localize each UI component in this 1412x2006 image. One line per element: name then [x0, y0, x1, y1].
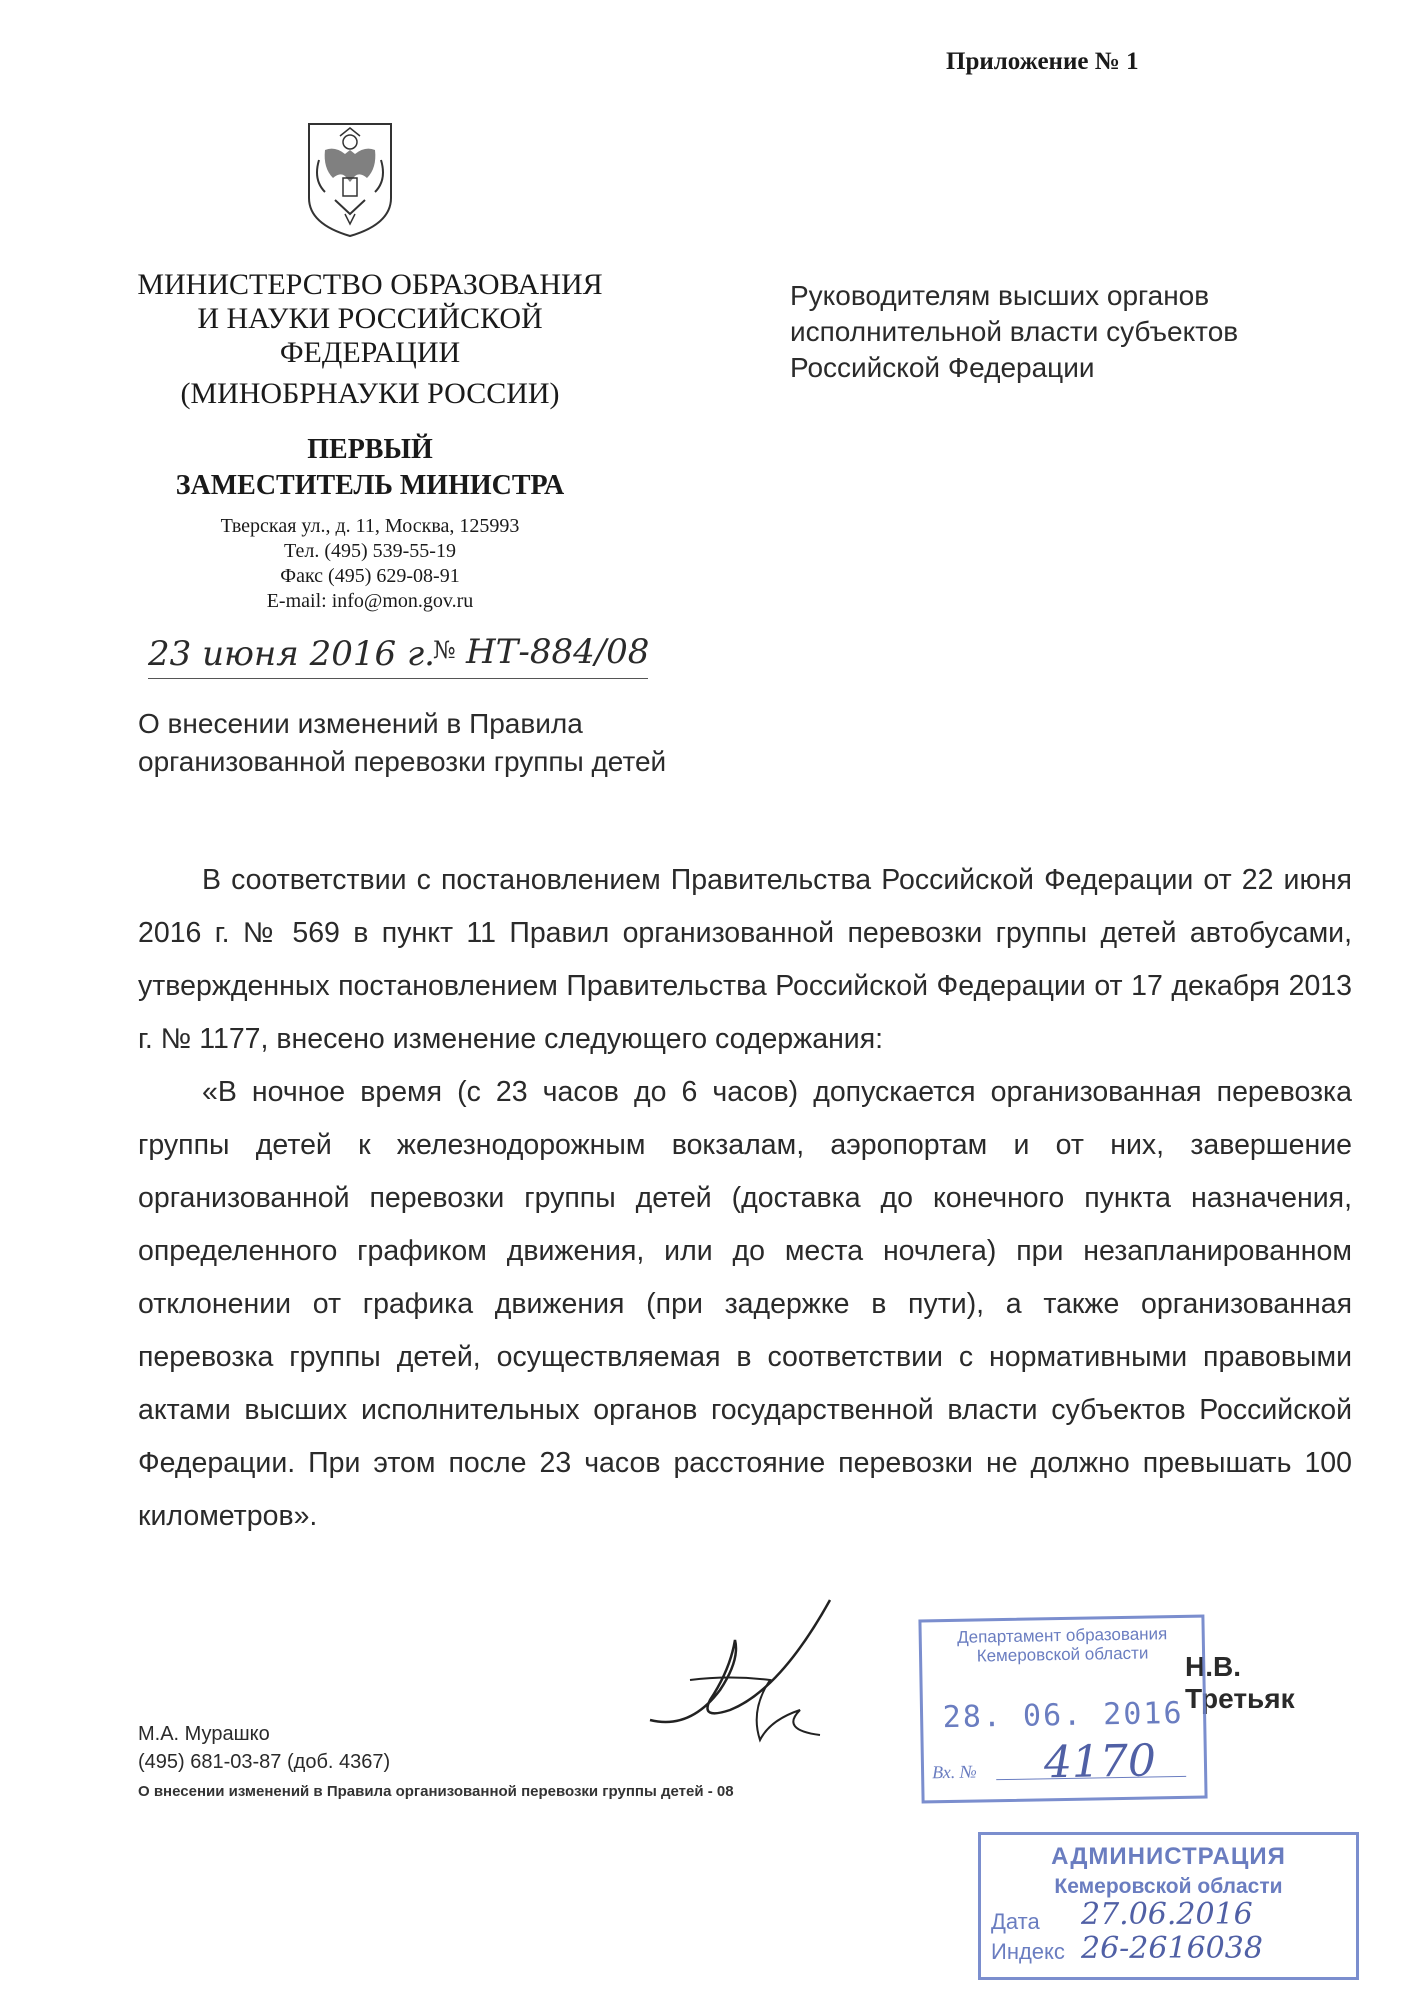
sender-position	[120, 432, 620, 504]
stamp-date-label: Дата	[991, 1909, 1040, 1934]
handwritten-signature	[630, 1580, 860, 1760]
phone: Тел. (495) 539-55-19	[284, 540, 456, 562]
recipient-line: исполнительной власти субъектов	[790, 316, 1239, 347]
incoming-registration-stamp	[918, 1615, 1207, 1804]
stamp-org-line: Департамент образования	[956, 1624, 1168, 1647]
executor-phone: (495) 681-03-87 (доб. 4367)	[138, 1751, 391, 1773]
position-line: ЗАМЕСТИТЕЛЬ МИНИСТРА	[175, 470, 565, 501]
file-footer-note: О внесении изменений в Правила организованной перевозки группы детей - 08	[138, 1783, 734, 1800]
ministry-line: И НАУКИ РОССИЙСКОЙ	[197, 302, 543, 335]
ministry-line: МИНИСТЕРСТВО ОБРАЗОВАНИЯ	[137, 268, 603, 301]
recipient-line: Российской Федерации	[790, 352, 1095, 383]
coat-of-arms-emblem	[305, 120, 395, 240]
email: E-mail: info@mon.gov.ru	[266, 590, 474, 612]
stamp-incoming-label: Вх. №	[931, 1761, 977, 1783]
ministry-line: ФЕДЕРАЦИИ	[279, 336, 461, 369]
appendix-label: Приложение № 1	[946, 48, 1139, 75]
handwritten-number: НТ-884/08	[466, 632, 650, 672]
recipient-line: Руководителям высших органов	[790, 280, 1210, 311]
handwritten-date: 23 июня 2016 г.	[148, 634, 435, 674]
stamp-date-value: 27.06.2016	[1081, 1897, 1253, 1932]
number-sign: №	[433, 636, 456, 664]
body-paragraph: В соответствии с постановлением Правительства Российской Федерации от 22 июня 2016 г. № 569 в пункт 11 Правил организованной перевозки группы детей автобусами, утвержденных постановлением Правительства Российской Федерации от 17 декабря 2013 г. № 1177, внесено изменение следующего содержания:	[138, 864, 1352, 1055]
address: Тверская ул., д. 11, Москва, 125993	[220, 515, 520, 537]
stamp-date: 28. 06. 2016	[942, 1695, 1184, 1736]
subject-line: организованной перевозки группы детей	[138, 746, 667, 777]
signer-name: Н.В. Третьяк	[1185, 1651, 1295, 1714]
registration-line	[148, 632, 650, 680]
subject-line: О внесении изменений в Правила	[138, 708, 583, 739]
executor-block	[138, 1720, 638, 1776]
stamp-index-label: Индекс	[991, 1939, 1065, 1964]
stamp-org	[930, 1624, 1196, 1667]
ministry-short-name: (МИНОБРНАУКИ РОССИИ)	[180, 377, 560, 410]
ministry-name	[120, 268, 620, 370]
administration-stamp	[978, 1832, 1359, 1980]
stamp-org-line: Кемеровской области	[976, 1643, 1149, 1666]
stamp-index-value: 26-2616038	[1081, 1931, 1263, 1966]
position-line: ПЕРВЫЙ	[307, 434, 433, 465]
letter-body	[138, 854, 1352, 1543]
contact-block	[160, 514, 580, 614]
fax: Факс (495) 629-08-91	[280, 565, 460, 587]
body-paragraph: «В ночное время (с 23 часов до 6 часов) допускается организованная перевозка группы детей к железнодорожным вокзалам, аэропортам и от них, завершение организованной перевозки группы детей (доставка до конечного пункта назначения, определенного графиком движения, или до места ночлега) при незапланированном отклонении от графика движения (при задержке в пути), а также организованная перевозка группы детей, осуществляемая в соответствии с нормативными правовыми актами высших исполнительных органов государственной власти субъектов Российской Федерации. При этом после 23 часов расстояние перевозки не должно превышать 100 километров».	[138, 1076, 1352, 1532]
recipient-block	[790, 278, 1350, 386]
stamp-subtitle: Кемеровской области	[1054, 1875, 1283, 1898]
stamp-title: АДМИНИСТРАЦИЯ	[1051, 1843, 1286, 1870]
stamp-incoming-number: 4170	[1043, 1735, 1157, 1789]
letter-subject	[138, 705, 758, 781]
executor-name: М.А. Мурашко	[138, 1723, 270, 1745]
